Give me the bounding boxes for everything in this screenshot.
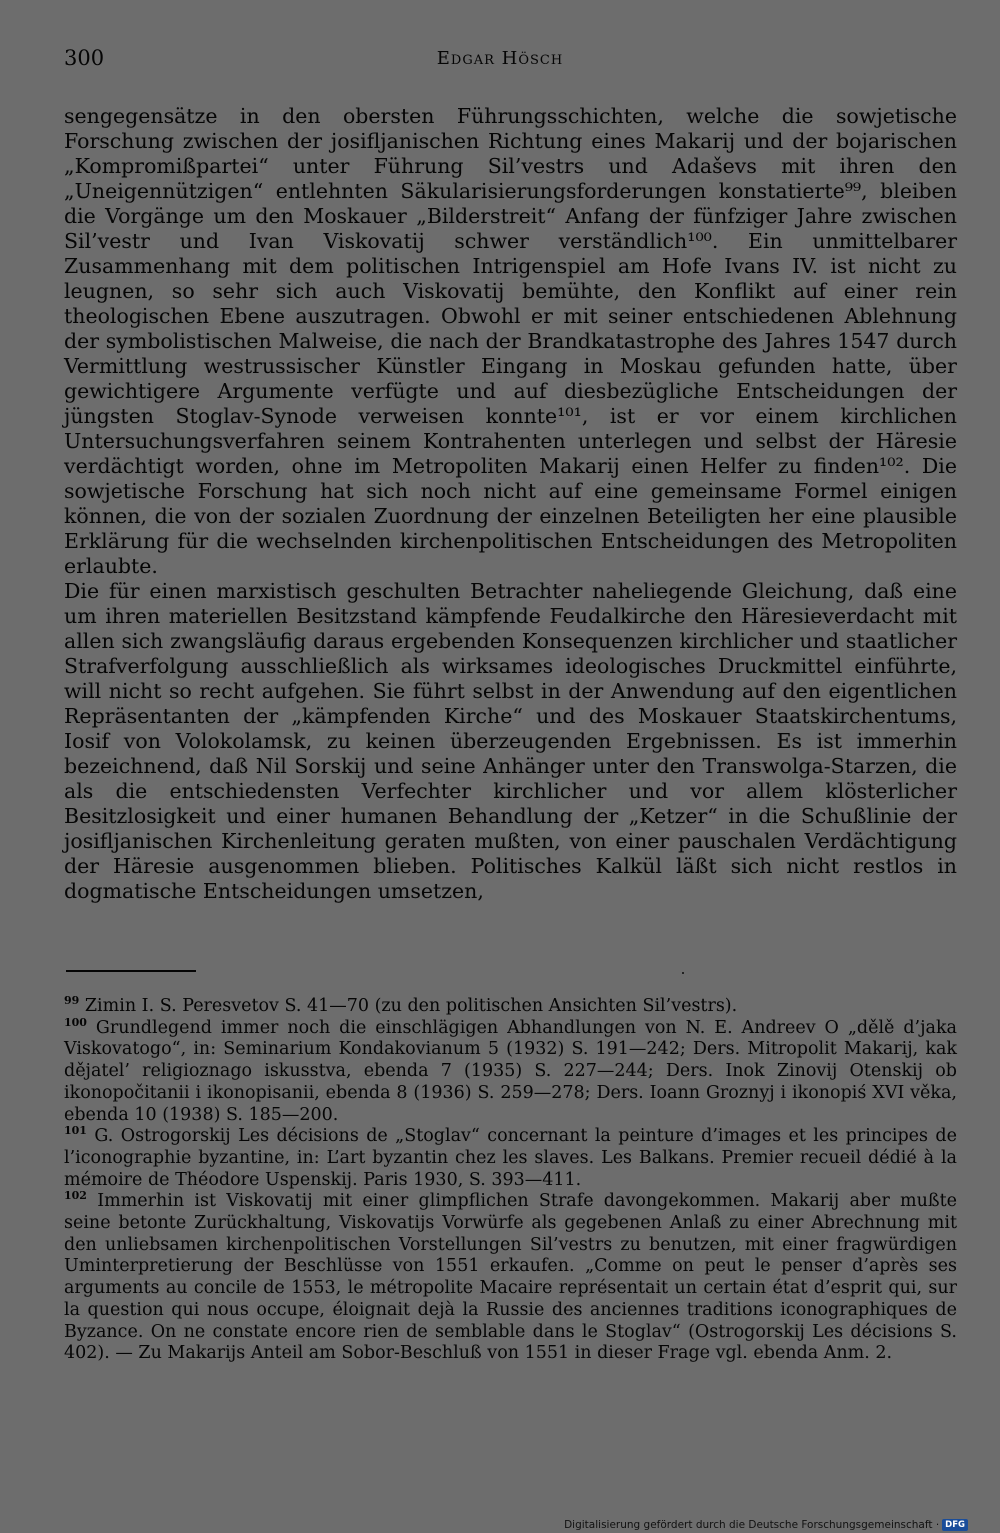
footer-credit [564,1519,968,1531]
footnote-separator [66,970,196,972]
footnote-number: 101 [64,1124,87,1138]
footnote [64,1126,957,1191]
dfg-logo: DFG [942,1519,968,1531]
running-head: Edgar Hösch [436,48,564,69]
credit-text: Digitalisierung gefördert durch die Deutsche Forschungsgemeinschaft · [564,1519,940,1531]
footnote-number: 99 [64,994,80,1008]
footnote-text: G. Ostrogorskij Les décisions de „Stoglav“ concernant la peinture d’images et les principes de l’iconographie byzantine, in: L’art byzantin chez les slaves. Les Balkans. Premier recueil dédié à la mémoire de Théodore Uspenskij. Paris 1930, S. 393—411. [64,1126,957,1190]
body-text [64,104,957,904]
footnote [64,1015,957,1127]
scan-speck [682,972,684,974]
page-number: 300 [64,46,105,70]
footnote-text: Zimin I. S. Peresvetov S. 41—70 (zu den politischen Ansichten Sil’vestrs). [84,996,738,1016]
footnotes [64,996,957,1365]
footnote [64,1191,957,1365]
footnote-number: 100 [64,1015,87,1029]
body-paragraph: Die für einen marxistisch geschulten Betrachter naheliegende Gleichung, daß eine um ihren materiellen Besitzstand kämpfende Feudalkirche den Häresieverdacht mit allen sich zwangsläufig daraus ergebenden Konsequenzen kirchlicher und staatlicher Strafverfolgung ausschließlich als wirksames ideologisches Druckmittel einführte, will nicht so recht aufgehen. Sie führt selbst in der Anwendung auf den eigentlichen Repräsentanten der „kämpfenden Kirche“ und des Moskauer Staatskirchentums, Iosif von Volokolamsk, zu keinen überzeugenden Ergebnissen. Es ist immerhin bezeichnend, daß Nil Sorskij und seine Anhänger unter den Transwolga-Starzen, die als die entschiedensten Verfechter kirchlicher und vor allem klösterlicher Besitzlosigkeit und einer humanen Behandlung der „Ketzer“ in die Schußlinie der josifljanischen Kirchenleitung geraten mußten, von einer pauschalen Verdächtigung der Häresie ausgenommen blieben. Politisches Kalkül läßt sich nicht restlos in dogmatische Entscheidungen umsetzen, [64,579,957,903]
footnote-text: Grundlegend immer noch die einschlägigen Abhandlungen von N. E. Andreev O „dělě d’jaka Viskovatogo“, in: Seminarium Kondakovianum 5 (1932) S. 191—242; Ders. Mitropolit Makarij, kak dějatel’ religioznago iskusstva, ebenda 7 (1935) S. 227—244; Ders. Inok Zinovij Otenskij ob ikonopočitanii i ikonopisanii, ebenda 8 (1936) S. 259—278; Ders. Ioann Groznyj i ikonopiś XVI věka, ebenda 10 (1938) S. 185—200. [64,1017,957,1125]
body-paragraph: sengegensätze in den obersten Führungsschichten, welche die sowjetische Forschung zwischen der josifljanischen Richtung eines Makarij und der bojarischen „Kompromißpartei“ unter Führung Sil’vestrs und Adaševs mit ihren den „Uneigennützigen“ entlehnten Säkularisierungsforderungen konstatierte⁹⁹, bleiben die Vorgänge um den Moskauer „Bilderstreit“ Anfang der fünfziger Jahre zwischen Sil’vestr und Ivan Viskovatij schwer verständlich¹⁰⁰. Ein unmittelbarer Zusammenhang mit dem politischen Intrigenspiel am Hofe Ivans IV. ist nicht zu leugnen, so sehr sich auch Viskovatij bemühte, den Konflikt auf einer rein theologischen Ebene auszutragen. Obwohl er mit seiner entschiedenen Ablehnung der symbolistischen Malweise, die nach der Brandkatastrophe des Jahres 1547 durch Vermittlung westrussischer Künstler Eingang in Moskau gefunden hatte, über gewichtigere Argumente verfügte und auf diesbezügliche Entscheidungen der jüngsten Stoglav-Synode verweisen konnte¹⁰¹, ist er vor einem kirchlichen Untersuchungsverfahren seinem Kontrahenten unterlegen und selbst der Häresie verdächtigt worden, ohne im Metropoliten Makarij einen Helfer zu finden¹⁰². Die sowjetische Forschung hat sich noch nicht auf eine gemeinsame Formel einigen können, die von der sozialen Zuordnung der einzelnen Beteiligten her eine plausible Erklärung für die wechselnden kirchenpolitischen Entscheidungen des Metropoliten erlaubte. [64,104,957,578]
footnote [64,996,957,1018]
footnote-text: Immerhin ist Viskovatij mit einer glimpflichen Strafe davongekommen. Makarij aber mußte seine betonte Zurückhaltung, Viskovatijs Vorwürfe als gegebenen Anlaß zu einer Abrechnung mit den unliebsamen kirchenpolitischen Vorstellungen Sil’vestrs zu benutzen, mit einer fragwürdigen Uminterpretierung der Beschlüsse von 1551 erkaufen. „Comme on peut le penser d’après ses arguments au concile de 1553, le métropolite Macaire représentait un certain état d’esprit qui, sur la question qui nous occupe, éloignait dejà la Russie des anciennes traditions iconographiques de Byzance. On ne constate encore rien de semblable dans le Stoglav“ (Ostrogorskij Les décisions S. 402). — Zu Makarijs Anteil am Sobor-Beschluß von 1551 in dieser Frage vgl. ebenda Anm. 2. [64,1191,957,1364]
footnote-number: 102 [64,1189,87,1203]
